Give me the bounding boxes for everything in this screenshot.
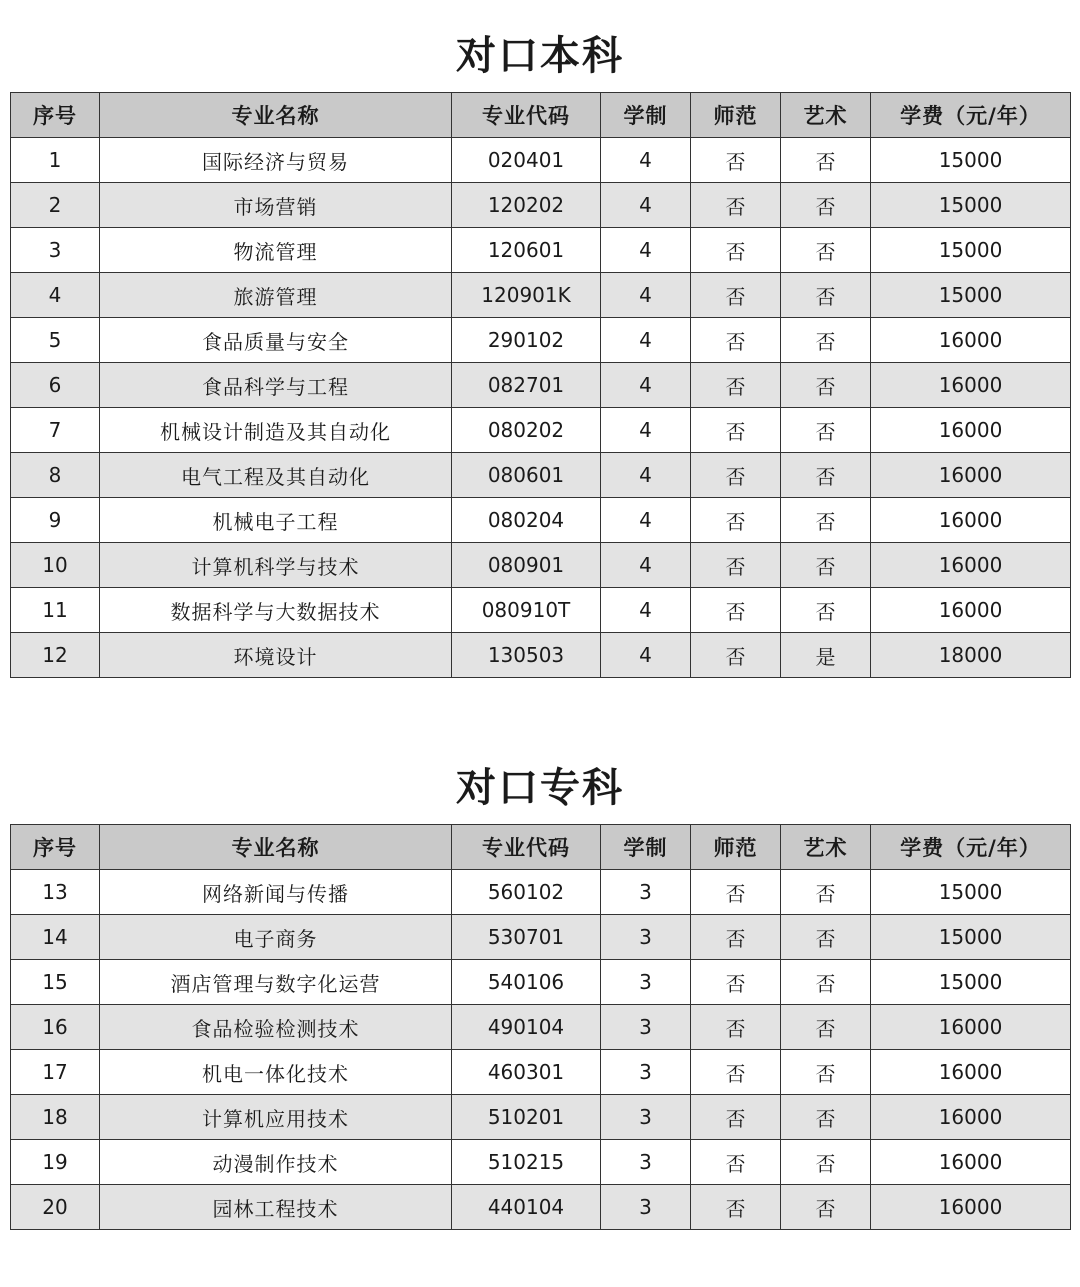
cell-major-name: 数据科学与大数据技术 — [100, 588, 452, 633]
cell-seq: 6 — [11, 363, 100, 408]
header-seq: 序号 — [11, 825, 100, 870]
cell-major-name: 园林工程技术 — [100, 1185, 452, 1230]
cell-seq: 19 — [11, 1140, 100, 1185]
cell-art: 否 — [781, 588, 871, 633]
table-row — [11, 138, 1071, 183]
cell-major-code: 130503 — [452, 633, 601, 678]
cell-art: 否 — [781, 498, 871, 543]
cell-tuition: 15000 — [871, 273, 1071, 318]
cell-tuition: 16000 — [871, 363, 1071, 408]
cell-art: 否 — [781, 870, 871, 915]
cell-tuition: 15000 — [871, 183, 1071, 228]
cell-tuition: 16000 — [871, 543, 1071, 588]
cell-teacher-training: 否 — [691, 1005, 781, 1050]
cell-tuition: 16000 — [871, 318, 1071, 363]
cell-years: 3 — [601, 1005, 691, 1050]
cell-teacher-training: 否 — [691, 1185, 781, 1230]
cell-years: 4 — [601, 138, 691, 183]
cell-tuition: 18000 — [871, 633, 1071, 678]
cell-art: 否 — [781, 453, 871, 498]
cell-teacher-training: 否 — [691, 273, 781, 318]
undergraduate-table-body — [11, 138, 1071, 678]
table-row — [11, 273, 1071, 318]
cell-tuition: 16000 — [871, 1140, 1071, 1185]
undergraduate-majors-table — [10, 92, 1071, 678]
cell-major-code: 510201 — [452, 1095, 601, 1140]
cell-tuition: 16000 — [871, 453, 1071, 498]
table-row — [11, 1005, 1071, 1050]
table-row — [11, 183, 1071, 228]
cell-tuition: 15000 — [871, 870, 1071, 915]
cell-seq: 18 — [11, 1095, 100, 1140]
cell-art: 是 — [781, 633, 871, 678]
cell-major-code: 510215 — [452, 1140, 601, 1185]
cell-art: 否 — [781, 408, 871, 453]
cell-teacher-training: 否 — [691, 960, 781, 1005]
cell-major-name: 食品质量与安全 — [100, 318, 452, 363]
cell-major-name: 物流管理 — [100, 228, 452, 273]
cell-art: 否 — [781, 915, 871, 960]
cell-seq: 3 — [11, 228, 100, 273]
cell-years: 4 — [601, 543, 691, 588]
cell-seq: 11 — [11, 588, 100, 633]
cell-years: 4 — [601, 408, 691, 453]
cell-major-name: 环境设计 — [100, 633, 452, 678]
table-row — [11, 453, 1071, 498]
cell-seq: 7 — [11, 408, 100, 453]
cell-major-name: 食品科学与工程 — [100, 363, 452, 408]
header-tuition: 学费（元/年） — [871, 825, 1071, 870]
header-major-name: 专业名称 — [100, 93, 452, 138]
header-major-code: 专业代码 — [452, 93, 601, 138]
cell-art: 否 — [781, 183, 871, 228]
cell-art: 否 — [781, 1050, 871, 1095]
cell-seq: 13 — [11, 870, 100, 915]
header-major-code: 专业代码 — [452, 825, 601, 870]
cell-major-code: 560102 — [452, 870, 601, 915]
header-teacher-training: 师范 — [691, 825, 781, 870]
cell-tuition: 15000 — [871, 960, 1071, 1005]
header-tuition: 学费（元/年） — [871, 93, 1071, 138]
cell-major-code: 460301 — [452, 1050, 601, 1095]
cell-years: 4 — [601, 183, 691, 228]
cell-years: 3 — [601, 1095, 691, 1140]
cell-art: 否 — [781, 543, 871, 588]
cell-art: 否 — [781, 1005, 871, 1050]
cell-major-name: 动漫制作技术 — [100, 1140, 452, 1185]
cell-major-name: 电子商务 — [100, 915, 452, 960]
cell-tuition: 16000 — [871, 1185, 1071, 1230]
cell-major-name: 计算机应用技术 — [100, 1095, 452, 1140]
cell-major-code: 082701 — [452, 363, 601, 408]
cell-tuition: 16000 — [871, 588, 1071, 633]
table-row — [11, 1050, 1071, 1095]
cell-tuition: 16000 — [871, 1095, 1071, 1140]
cell-major-code: 440104 — [452, 1185, 601, 1230]
cell-years: 4 — [601, 318, 691, 363]
cell-art: 否 — [781, 960, 871, 1005]
cell-art: 否 — [781, 363, 871, 408]
header-art: 艺术 — [781, 93, 871, 138]
cell-major-code: 080910T — [452, 588, 601, 633]
cell-teacher-training: 否 — [691, 543, 781, 588]
cell-teacher-training: 否 — [691, 453, 781, 498]
cell-tuition: 16000 — [871, 498, 1071, 543]
cell-seq: 9 — [11, 498, 100, 543]
cell-seq: 20 — [11, 1185, 100, 1230]
cell-major-name: 酒店管理与数字化运营 — [100, 960, 452, 1005]
table-row — [11, 498, 1071, 543]
cell-major-code: 120901K — [452, 273, 601, 318]
table-row — [11, 543, 1071, 588]
table-row — [11, 318, 1071, 363]
cell-major-name: 食品检验检测技术 — [100, 1005, 452, 1050]
table-row — [11, 363, 1071, 408]
cell-major-code: 080601 — [452, 453, 601, 498]
cell-years: 3 — [601, 1140, 691, 1185]
cell-art: 否 — [781, 273, 871, 318]
cell-seq: 12 — [11, 633, 100, 678]
cell-major-name: 机械设计制造及其自动化 — [100, 408, 452, 453]
table-header-row — [11, 825, 1071, 870]
header-teacher-training: 师范 — [691, 93, 781, 138]
cell-years: 4 — [601, 273, 691, 318]
cell-years: 3 — [601, 870, 691, 915]
cell-years: 4 — [601, 363, 691, 408]
cell-art: 否 — [781, 138, 871, 183]
cell-teacher-training: 否 — [691, 1140, 781, 1185]
junior-college-majors-table — [10, 824, 1071, 1230]
cell-seq: 14 — [11, 915, 100, 960]
section-title-junior-college: 对口专科 — [456, 765, 624, 811]
cell-years: 4 — [601, 588, 691, 633]
cell-seq: 8 — [11, 453, 100, 498]
cell-art: 否 — [781, 1095, 871, 1140]
cell-teacher-training: 否 — [691, 183, 781, 228]
table-row — [11, 870, 1071, 915]
cell-teacher-training: 否 — [691, 363, 781, 408]
cell-tuition: 16000 — [871, 408, 1071, 453]
cell-tuition: 16000 — [871, 1050, 1071, 1095]
table-row — [11, 588, 1071, 633]
cell-major-code: 120601 — [452, 228, 601, 273]
junior-college-table-body — [11, 870, 1071, 1230]
cell-seq: 1 — [11, 138, 100, 183]
cell-seq: 10 — [11, 543, 100, 588]
cell-major-name: 市场营销 — [100, 183, 452, 228]
cell-major-name: 旅游管理 — [100, 273, 452, 318]
cell-major-name: 计算机科学与技术 — [100, 543, 452, 588]
cell-major-code: 080202 — [452, 408, 601, 453]
cell-tuition: 15000 — [871, 138, 1071, 183]
cell-seq: 17 — [11, 1050, 100, 1095]
header-years: 学制 — [601, 825, 691, 870]
cell-major-code: 120202 — [452, 183, 601, 228]
cell-major-name: 机电一体化技术 — [100, 1050, 452, 1095]
cell-teacher-training: 否 — [691, 1050, 781, 1095]
cell-major-code: 530701 — [452, 915, 601, 960]
cell-tuition: 15000 — [871, 915, 1071, 960]
cell-art: 否 — [781, 1185, 871, 1230]
cell-art: 否 — [781, 1140, 871, 1185]
cell-teacher-training: 否 — [691, 1095, 781, 1140]
cell-major-code: 540106 — [452, 960, 601, 1005]
cell-teacher-training: 否 — [691, 915, 781, 960]
cell-teacher-training: 否 — [691, 318, 781, 363]
header-art: 艺术 — [781, 825, 871, 870]
cell-major-code: 080204 — [452, 498, 601, 543]
cell-years: 3 — [601, 915, 691, 960]
cell-years: 3 — [601, 1185, 691, 1230]
cell-major-name: 网络新闻与传播 — [100, 870, 452, 915]
cell-years: 3 — [601, 960, 691, 1005]
table-row — [11, 1095, 1071, 1140]
cell-teacher-training: 否 — [691, 588, 781, 633]
cell-teacher-training: 否 — [691, 228, 781, 273]
table-row — [11, 960, 1071, 1005]
header-major-name: 专业名称 — [100, 825, 452, 870]
section-title-undergraduate: 对口本科 — [456, 33, 624, 79]
cell-seq: 2 — [11, 183, 100, 228]
table-row — [11, 915, 1071, 960]
cell-seq: 15 — [11, 960, 100, 1005]
cell-major-code: 490104 — [452, 1005, 601, 1050]
cell-teacher-training: 否 — [691, 138, 781, 183]
cell-major-code: 290102 — [452, 318, 601, 363]
table-header-row — [11, 93, 1071, 138]
table-row — [11, 1185, 1071, 1230]
cell-years: 4 — [601, 633, 691, 678]
table-row — [11, 408, 1071, 453]
cell-seq: 16 — [11, 1005, 100, 1050]
cell-years: 4 — [601, 453, 691, 498]
header-seq: 序号 — [11, 93, 100, 138]
cell-years: 4 — [601, 498, 691, 543]
cell-seq: 5 — [11, 318, 100, 363]
cell-major-name: 机械电子工程 — [100, 498, 452, 543]
cell-teacher-training: 否 — [691, 870, 781, 915]
cell-tuition: 15000 — [871, 228, 1071, 273]
cell-years: 4 — [601, 228, 691, 273]
cell-teacher-training: 否 — [691, 498, 781, 543]
table-row — [11, 633, 1071, 678]
cell-major-code: 080901 — [452, 543, 601, 588]
cell-seq: 4 — [11, 273, 100, 318]
table-row — [11, 228, 1071, 273]
cell-art: 否 — [781, 228, 871, 273]
cell-art: 否 — [781, 318, 871, 363]
header-years: 学制 — [601, 93, 691, 138]
cell-major-name: 国际经济与贸易 — [100, 138, 452, 183]
cell-tuition: 16000 — [871, 1005, 1071, 1050]
cell-teacher-training: 否 — [691, 408, 781, 453]
cell-major-code: 020401 — [452, 138, 601, 183]
cell-teacher-training: 否 — [691, 633, 781, 678]
table-row — [11, 1140, 1071, 1185]
cell-major-name: 电气工程及其自动化 — [100, 453, 452, 498]
cell-years: 3 — [601, 1050, 691, 1095]
